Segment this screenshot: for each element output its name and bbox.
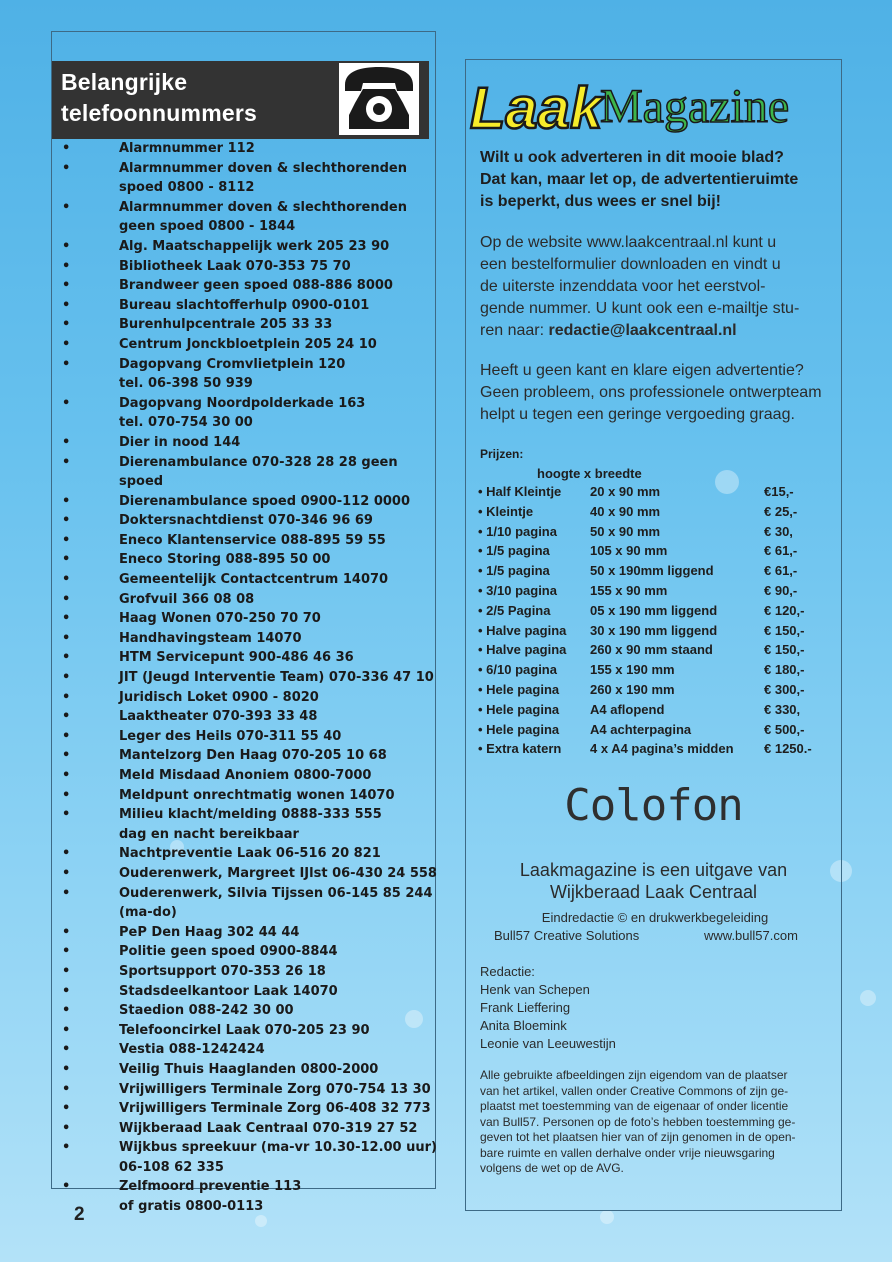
disclaimer-line: van Bull57. Personen op de foto’s hebben toestemming ge- xyxy=(480,1114,796,1129)
bullet: • xyxy=(62,650,71,666)
price-table xyxy=(478,484,823,761)
price-ad-size: 105 x 90 mm xyxy=(590,543,668,559)
redactie-label: Redactie: xyxy=(480,964,535,979)
bullet: • xyxy=(62,865,71,881)
phone-entry-text: Vrijwilligers Terminale Zorg 06-408 32 773 xyxy=(119,1101,431,1117)
bokeh-dot xyxy=(860,990,876,1006)
phone-entry-text-continued: tel. 070-754 30 00 xyxy=(119,415,253,431)
price-amount: € 330, xyxy=(764,701,801,717)
redactie-member: Frank Lieffering xyxy=(480,1000,571,1015)
bullet: • xyxy=(62,963,71,979)
phone-list-item xyxy=(52,198,437,237)
price-ad-type: • 1/10 pagina xyxy=(478,523,557,539)
redactie-list xyxy=(480,963,616,1053)
price-ad-size: 05 x 190 mm liggend xyxy=(590,602,718,618)
price-amount: € 500,- xyxy=(764,721,805,737)
phone-entry-text-continued: of gratis 0800-0113 xyxy=(119,1199,264,1215)
price-ad-type: • Extra katern xyxy=(478,741,562,757)
phone-list-item xyxy=(52,805,437,844)
phone-list-item xyxy=(52,276,437,296)
bullet: • xyxy=(62,924,71,940)
price-row xyxy=(478,484,823,504)
bullet: • xyxy=(62,1179,71,1195)
price-ad-size: 260 x 90 mm staand xyxy=(590,642,713,658)
phone-list-item xyxy=(52,609,437,629)
phone-list-item xyxy=(52,746,437,766)
phone-entry-text-continued: tel. 06-398 50 939 xyxy=(119,376,253,392)
phone-list-item xyxy=(52,1099,437,1119)
phone-list-item xyxy=(52,942,437,962)
phone-entry-text: Alarmnummer doven & slechthorenden xyxy=(119,160,408,176)
phone-list-item xyxy=(52,355,437,394)
phone-entry-text: Dagopvang Noordpolderkade 163 xyxy=(119,395,366,411)
phone-numbers-title xyxy=(61,67,257,129)
bullet: • xyxy=(62,1042,71,1058)
email-link[interactable]: redactie@laakcentraal.nl xyxy=(548,322,737,339)
price-row xyxy=(478,702,823,722)
phone-list-item xyxy=(52,648,437,668)
bullet: • xyxy=(62,572,71,588)
disclaimer-line: van het artikel, vallen onder Creative Commons of zijn ge- xyxy=(480,1083,789,1098)
phone-list-item xyxy=(52,1021,437,1041)
price-row xyxy=(478,741,823,761)
price-amount: € 150,- xyxy=(764,642,805,658)
phone-entry-text: Telefooncirkel Laak 070-205 23 90 xyxy=(119,1022,370,1038)
bullet: • xyxy=(62,552,71,568)
redactie-member: Leonie van Leeuwestijn xyxy=(480,1036,616,1051)
price-amount: € 120,- xyxy=(764,602,805,618)
price-amount: € 300,- xyxy=(764,681,805,697)
phone-entry-text-continued: dag en nacht bereikbaar xyxy=(119,826,299,842)
phone-list-item xyxy=(52,590,437,610)
phone-entry-text: Meldpunt onrechtmatig wonen 14070 xyxy=(119,787,395,803)
email-line xyxy=(480,320,830,342)
bullet: • xyxy=(62,336,71,352)
phone-list-item xyxy=(52,864,437,884)
phone-entry-text-continued: spoed 0800 - 8112 xyxy=(119,180,255,196)
bullet: • xyxy=(62,591,71,607)
bullet: • xyxy=(62,356,71,372)
phone-entry-text: Veilig Thuis Haaglanden 0800-2000 xyxy=(119,1061,379,1077)
price-ad-type: • Kleintje xyxy=(478,503,534,519)
price-amount: € 180,- xyxy=(764,662,805,678)
website-line: Op de website www.laakcentraal.nl kunt u xyxy=(480,234,777,251)
colofon-credits xyxy=(480,909,830,945)
price-row xyxy=(478,543,823,563)
phone-title-line2: telefoonnummers xyxy=(61,100,257,126)
phone-list-item xyxy=(52,923,437,943)
phone-entry-text: Stadsdeelkantoor Laak 14070 xyxy=(119,983,338,999)
phone-entry-text: Alg. Maatschappelijk werk 205 23 90 xyxy=(119,238,390,254)
bullet: • xyxy=(62,787,71,803)
phone-title-line1: Belangrijke xyxy=(61,69,188,95)
disclaimer-line: volgens de wet op de AVG. xyxy=(480,1161,624,1175)
design-service-paragraph xyxy=(480,360,840,426)
price-amount: € 30, xyxy=(764,523,793,539)
phone-list-item xyxy=(52,1001,437,1021)
bullet: • xyxy=(62,532,71,548)
advert-line: helpt u tegen een geringe vergoeding graag. xyxy=(480,406,795,423)
phone-list-item xyxy=(52,139,437,159)
disclaimer-line: geven tot het plaatsen hier van of zijn genomen in de open- xyxy=(480,1130,796,1144)
phone-entry-text: Mantelzorg Den Haag 070-205 10 68 xyxy=(119,748,387,764)
phone-list-item xyxy=(52,962,437,982)
bullet: • xyxy=(62,513,71,529)
phone-entry-text: Laaktheater 070-393 33 48 xyxy=(119,709,318,725)
intro-line: Dat kan, maar let op, de advertentieruimte xyxy=(480,171,799,188)
phone-list-item xyxy=(52,727,437,747)
phone-entry-text: Dagopvang Cromvlietplein 120 xyxy=(119,356,346,372)
phone-list-item xyxy=(52,668,437,688)
phone-list-item xyxy=(52,844,437,864)
phone-entry-text: Haag Wonen 070-250 70 70 xyxy=(119,611,321,627)
phone-entry-text: Meld Misdaad Anoniem 0800-7000 xyxy=(119,768,372,783)
bullet: • xyxy=(62,1101,71,1117)
price-ad-type: • Half Kleintje xyxy=(478,484,562,499)
image-disclaimer xyxy=(480,1068,830,1177)
price-ad-size: 50 x 190mm liggend xyxy=(590,563,714,579)
price-ad-size: 50 x 90 mm xyxy=(590,523,661,539)
phone-entry-text-continued: (ma-do) xyxy=(119,905,177,921)
website-line: gende nummer. U kunt ook een e-mailtje stu- xyxy=(480,300,800,317)
price-amount: € 25,- xyxy=(764,503,798,519)
phone-list-item xyxy=(52,1040,437,1060)
price-ad-type: • Hele pagina xyxy=(478,701,560,717)
bullet: • xyxy=(62,670,71,686)
phone-entry-text: Wijkbus spreekuur (ma-vr 10.30-12.00 uur) xyxy=(119,1140,437,1156)
advert-line: Geen probleem, ons professionele ontwerpteam xyxy=(480,384,822,401)
redactie-member: Henk van Schepen xyxy=(480,982,590,997)
bullet: • xyxy=(62,689,71,705)
bullet: • xyxy=(62,846,71,862)
phone-entry-text: Dierenambulance spoed 0900-112 0000 xyxy=(119,493,411,509)
phone-list-item xyxy=(52,511,437,531)
price-amount: € 61,- xyxy=(764,563,798,579)
phone-list-item xyxy=(52,688,437,708)
phone-numbers-header xyxy=(52,61,429,139)
phone-entry-text: Bibliotheek Laak 070-353 75 70 xyxy=(119,258,351,274)
disclaimer-line: plaatst met toestemming van de eigenaar of onder licentie xyxy=(480,1099,789,1113)
price-ad-size: A4 achterpagina xyxy=(590,721,692,737)
phone-entry-text: Dier in nood 144 xyxy=(119,434,241,450)
phone-entry-text: Ouderenwerk, Margreet IJlst 06-430 24 558 xyxy=(119,865,437,881)
phone-list-item xyxy=(52,1080,437,1100)
phone-list-item xyxy=(52,707,437,727)
bullet: • xyxy=(62,768,71,783)
price-ad-type: • 1/5 pagina xyxy=(478,543,550,559)
bullet: • xyxy=(62,611,71,627)
bullet: • xyxy=(62,258,71,274)
phone-entry-text-continued: geen spoed 0800 - 1844 xyxy=(119,219,296,235)
colofon-company: Bull57 Creative Solutions xyxy=(494,928,640,943)
price-ad-size: 155 x 90 mm xyxy=(590,582,668,598)
bullet: • xyxy=(62,748,71,764)
price-row xyxy=(478,682,823,702)
colofon-company-row xyxy=(480,927,830,945)
colofon-line: Laakmagazine is een uitgave van xyxy=(519,860,788,880)
phone-list-item xyxy=(52,492,437,512)
disclaimer-line: Alle gebruikte afbeeldingen zijn eigendom van de plaatser xyxy=(480,1068,788,1082)
phone-entry-text: Alarmnummer 112 xyxy=(119,141,255,156)
price-amount: € 1250.- xyxy=(764,741,812,757)
price-ad-type: • Hele pagina xyxy=(478,721,560,737)
price-row xyxy=(478,642,823,662)
price-row xyxy=(478,722,823,742)
website-line: een bestelformulier downloaden en vindt u xyxy=(480,256,781,273)
colofon-company-url[interactable]: www.bull57.com xyxy=(704,928,798,943)
intro-line: is beperkt, dus wees er snel bij! xyxy=(480,193,721,210)
phone-list-item xyxy=(52,453,437,492)
price-row xyxy=(478,563,823,583)
phone-list-item xyxy=(52,237,437,257)
bullet: • xyxy=(62,160,71,176)
phone-list-item xyxy=(52,315,437,335)
price-ad-size: 40 x 90 mm xyxy=(590,503,661,519)
phone-list-item xyxy=(52,570,437,590)
bokeh-dot xyxy=(255,1215,267,1227)
price-amount: € 150,- xyxy=(764,622,805,638)
colofon-credit: Eindredactie © en drukwerkbegeleiding xyxy=(541,910,769,925)
price-row xyxy=(478,623,823,643)
phone-entry-text: Ouderenwerk, Silvia Tijssen 06-145 85 244 xyxy=(119,885,433,901)
price-row xyxy=(478,524,823,544)
phone-list-item xyxy=(52,884,437,923)
price-ad-type: • Halve pagina xyxy=(478,622,567,638)
phone-entry-text: Brandweer geen spoed 088-886 8000 xyxy=(119,278,393,294)
phone-entry-text: Vestia 088-1242424 xyxy=(119,1042,265,1058)
phone-list-item xyxy=(52,1138,437,1177)
price-ad-size: 155 x 190 mm xyxy=(590,662,675,678)
logo-laak: Laak xyxy=(470,76,603,141)
phone-entry-text: Gemeentelijk Contactcentrum 14070 xyxy=(119,572,389,588)
phone-list-item xyxy=(52,766,437,786)
bullet: • xyxy=(62,1081,71,1097)
phone-list-item xyxy=(52,1060,437,1080)
phone-number-list xyxy=(52,139,437,1217)
price-ad-size: 4 x A4 pagina’s midden xyxy=(590,741,734,757)
bullet: • xyxy=(62,1140,71,1156)
phone-entry-text: Dierenambulance 070-328 28 28 geen spoed xyxy=(119,454,398,490)
phone-list-item xyxy=(52,1119,437,1139)
website-paragraph xyxy=(480,232,830,342)
phone-entry-text-continued: 06-108 62 335 xyxy=(119,1159,224,1175)
logo-magazine: Magazine xyxy=(600,80,790,133)
bullet: • xyxy=(62,728,71,744)
price-ad-type: • 6/10 pagina xyxy=(478,662,557,678)
phone-list-item xyxy=(52,335,437,355)
colofon-publisher xyxy=(466,859,841,903)
bullet: • xyxy=(62,297,71,313)
price-ad-size: 30 x 190 mm liggend xyxy=(590,622,718,638)
bullet: • xyxy=(62,885,71,901)
bullet: • xyxy=(62,493,71,509)
bullet: • xyxy=(62,1061,71,1077)
price-ad-size: A4 aflopend xyxy=(590,701,665,717)
phone-list-item xyxy=(52,257,437,277)
phone-entry-text: PeP Den Haag 302 44 44 xyxy=(119,924,300,940)
price-row xyxy=(478,603,823,623)
price-ad-size: 260 x 190 mm xyxy=(590,681,675,697)
page-number: 2 xyxy=(74,1204,85,1225)
bullet: • xyxy=(62,983,71,999)
phone-list-item xyxy=(52,159,437,198)
phone-list-item xyxy=(52,786,437,806)
magazine-panel xyxy=(465,59,842,1211)
phone-entry-text: Eneco Storing 088-895 50 00 xyxy=(119,552,331,568)
phone-entry-text: Milieu klacht/melding 0888-333 555 xyxy=(119,807,382,823)
phone-numbers-panel xyxy=(51,31,437,1215)
phone-entry-text: Burenhulpcentrale 205 33 33 xyxy=(119,317,333,333)
price-amount: € 61,- xyxy=(764,543,798,559)
disclaimer-line: bare ruimte en vallen derhalve onder vrije nieuwsgaring xyxy=(480,1145,775,1160)
phone-entry-text: Eneco Klantenservice 088-895 59 55 xyxy=(119,532,386,548)
phone-entry-text: Handhavingsteam 14070 xyxy=(119,630,302,646)
laak-magazine-logo xyxy=(466,60,841,150)
phone-list-item xyxy=(52,550,437,570)
price-ad-type: • Hele pagina xyxy=(478,681,560,697)
phone-list-item xyxy=(52,394,437,433)
bullet: • xyxy=(62,238,71,254)
colofon-title: Colofon xyxy=(564,780,743,831)
price-amount: €15,- xyxy=(764,484,794,499)
phone-list-item xyxy=(52,296,437,316)
phone-entry-text: JIT (Jeugd Interventie Team) 070-336 47 10 xyxy=(119,670,434,686)
phone-entry-text: Centrum Jonckbloetplein 205 24 10 xyxy=(119,336,377,352)
bokeh-dot xyxy=(600,1210,614,1224)
phone-entry-text: Staedion 088-242 30 00 xyxy=(119,1003,294,1019)
bullet: • xyxy=(62,709,71,725)
phone-entry-text: Vrijwilligers Terminale Zorg 070-754 13 30 xyxy=(119,1081,431,1097)
phone-list-item xyxy=(52,433,437,453)
intro-line: Wilt u ook adverteren in dit mooie blad? xyxy=(480,149,784,166)
bullet: • xyxy=(62,454,71,470)
phone-list-item xyxy=(52,531,437,551)
bullet: • xyxy=(62,630,71,646)
price-row xyxy=(478,662,823,682)
prices-column-header: hoogte x breedte xyxy=(537,466,642,481)
bullet: • xyxy=(62,1022,71,1038)
bullet: • xyxy=(62,944,71,960)
phone-entry-text: Nachtpreventie Laak 06-516 20 821 xyxy=(119,846,381,862)
telephone-icon xyxy=(339,63,419,135)
phone-entry-text: Doktersnachtdienst 070-346 96 69 xyxy=(119,513,373,529)
price-ad-type: • 1/5 pagina xyxy=(478,563,550,579)
phone-entry-text: Zelfmoord preventie 113 xyxy=(119,1179,302,1195)
redactie-member: Anita Bloemink xyxy=(480,1018,567,1033)
bullet: • xyxy=(62,395,71,411)
phone-entry-text: Grofvuil 366 08 08 xyxy=(119,591,255,607)
bullet: • xyxy=(62,1003,71,1019)
bullet: • xyxy=(62,199,71,215)
bullet: • xyxy=(62,434,71,450)
price-ad-type: • 2/5 Pagina xyxy=(478,602,551,618)
bullet: • xyxy=(62,278,71,294)
bullet: • xyxy=(62,141,71,156)
prices-label: Prijzen: xyxy=(480,447,524,461)
phone-list-item xyxy=(52,629,437,649)
email-prefix: ren naar: xyxy=(480,322,549,339)
bullet: • xyxy=(62,807,71,823)
advert-line: Heeft u geen kant en klare eigen advertentie? xyxy=(480,362,804,379)
phone-entry-text: Sportsupport 070-353 26 18 xyxy=(119,963,326,979)
price-ad-size: 20 x 90 mm xyxy=(590,484,661,499)
bullet: • xyxy=(62,317,71,333)
phone-list-item xyxy=(52,1177,437,1216)
bullet: • xyxy=(62,1120,71,1136)
phone-entry-text: Politie geen spoed 0900-8844 xyxy=(119,944,338,960)
colofon-line: Wijkberaad Laak Centraal xyxy=(549,882,758,902)
website-line: de uiterste inzenddata voor het eerstvol- xyxy=(480,278,766,295)
price-row xyxy=(478,504,823,524)
phone-entry-text: Leger des Heils 070-311 55 40 xyxy=(119,728,342,744)
price-row xyxy=(478,583,823,603)
price-ad-type: • 3/10 pagina xyxy=(478,582,557,598)
advertise-intro xyxy=(480,147,830,213)
phone-entry-text: Alarmnummer doven & slechthorenden xyxy=(119,199,408,215)
phone-entry-text: Wijkberaad Laak Centraal 070-319 27 52 xyxy=(119,1120,418,1136)
price-amount: € 90,- xyxy=(764,582,798,598)
phone-list-item xyxy=(52,982,437,1002)
phone-entry-text: Bureau slachtofferhulp 0900-0101 xyxy=(119,297,370,313)
phone-entry-text: Juridisch Loket 0900 - 8020 xyxy=(119,689,319,705)
price-ad-type: • Halve pagina xyxy=(478,642,567,658)
phone-entry-text: HTM Servicepunt 900-486 46 36 xyxy=(119,650,354,666)
